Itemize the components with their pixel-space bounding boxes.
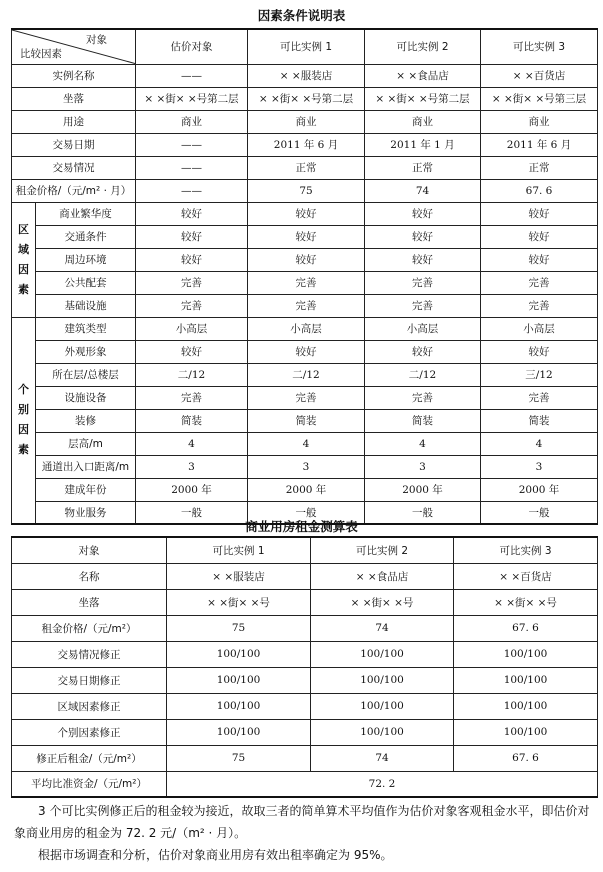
table-cell: 4	[248, 432, 365, 455]
row-label: 平均比准资金/（元/m²）	[12, 771, 167, 797]
table-cell: 完善	[365, 386, 481, 409]
table-cell: 较好	[481, 225, 598, 248]
column-header: 可比实例 2	[311, 537, 454, 563]
table-cell: 75	[167, 615, 311, 641]
row-label: 商业繁华度	[36, 202, 136, 225]
table-cell: 74	[311, 615, 454, 641]
table-cell: 小高层	[248, 317, 365, 340]
header-object-label: 对象	[12, 537, 167, 563]
table-cell: 正常	[248, 156, 365, 179]
regional-factors-group: 区 域 因 素	[12, 202, 36, 317]
table-cell: 100/100	[454, 719, 598, 745]
table-cell: 完善	[136, 294, 248, 317]
row-label: 租金价格/（元/m²）	[12, 615, 167, 641]
table-cell: ——	[136, 156, 248, 179]
row-label: 设施设备	[36, 386, 136, 409]
table-cell: 100/100	[311, 719, 454, 745]
column-header: 可比实例 3	[454, 537, 598, 563]
row-label: 所在层/总楼层	[36, 363, 136, 386]
table-cell: 75	[167, 745, 311, 771]
row-label: 实例名称	[12, 64, 136, 87]
table-cell: 较好	[365, 225, 481, 248]
table-cell: 较好	[248, 340, 365, 363]
table-cell: 3	[365, 455, 481, 478]
average-value: 72. 2	[167, 771, 598, 797]
table-cell: 小高层	[136, 317, 248, 340]
table-cell: 4	[365, 432, 481, 455]
table-row	[12, 432, 598, 455]
table-row	[12, 693, 598, 719]
table-cell: 商业	[248, 110, 365, 133]
table-cell: 完善	[248, 294, 365, 317]
table-cell: 商业	[136, 110, 248, 133]
table-cell: 2000 年	[365, 478, 481, 501]
table-row	[12, 641, 598, 667]
rent-calculation-table	[11, 536, 598, 798]
table-cell: 完善	[136, 386, 248, 409]
table-cell: 正常	[365, 156, 481, 179]
table-cell: 简装	[481, 409, 598, 432]
table-row	[12, 455, 598, 478]
table-cell: 2000 年	[136, 478, 248, 501]
table-row	[12, 363, 598, 386]
table-cell: 较好	[136, 340, 248, 363]
table-cell: 较好	[248, 225, 365, 248]
table-row	[12, 64, 598, 87]
table-cell: 较好	[365, 340, 481, 363]
table-row	[12, 615, 598, 641]
table-row	[12, 317, 598, 340]
table2-title: 商业用房租金测算表	[245, 519, 358, 534]
factor-conditions-table	[11, 28, 598, 525]
table-cell: 完善	[136, 271, 248, 294]
table-cell: 较好	[481, 340, 598, 363]
table-cell: 100/100	[311, 641, 454, 667]
table-cell: 完善	[481, 294, 598, 317]
table-cell: 100/100	[311, 693, 454, 719]
row-label: 个别因素修正	[12, 719, 167, 745]
table-cell: 简装	[136, 409, 248, 432]
row-label: 建成年份	[36, 478, 136, 501]
table-cell: × ×街× ×号第二层	[365, 87, 481, 110]
row-label: 交通条件	[36, 225, 136, 248]
table-cell: 较好	[365, 248, 481, 271]
table-cell: × ×街× ×号第二层	[248, 87, 365, 110]
table-cell: 完善	[248, 386, 365, 409]
average-row	[12, 771, 598, 797]
column-header: 估价对象	[136, 29, 248, 64]
table1-header-row	[12, 29, 598, 64]
table-cell: 74	[365, 179, 481, 202]
row-label: 层高/m	[36, 432, 136, 455]
table-cell: 商业	[481, 110, 598, 133]
table-cell: 小高层	[481, 317, 598, 340]
table-row	[12, 478, 598, 501]
table-cell: 一般	[136, 501, 248, 524]
row-label: 租金价格/（元/m² · 月）	[12, 179, 136, 202]
table-cell: 4	[136, 432, 248, 455]
header-factor-label: 比较因素	[20, 47, 62, 60]
table-row	[12, 719, 598, 745]
table-row	[12, 386, 598, 409]
table-cell: × ×街× ×号	[454, 589, 598, 615]
table-cell: 4	[481, 432, 598, 455]
table-cell: × ×街× ×号	[311, 589, 454, 615]
table-cell: 三/12	[481, 363, 598, 386]
table-cell: 完善	[248, 271, 365, 294]
table-row	[12, 589, 598, 615]
table-cell: 简装	[365, 409, 481, 432]
table-cell: × ×街× ×号第二层	[136, 87, 248, 110]
table-cell: 小高层	[365, 317, 481, 340]
row-label: 名称	[12, 563, 167, 589]
table-row	[12, 87, 598, 110]
table-cell: 二/12	[248, 363, 365, 386]
table-cell: 75	[248, 179, 365, 202]
table-cell: 100/100	[454, 693, 598, 719]
table-cell: 较好	[248, 248, 365, 271]
row-label: 交易情况	[12, 156, 136, 179]
table-cell: 100/100	[167, 693, 311, 719]
table-cell: 3	[136, 455, 248, 478]
table-cell: 一般	[365, 501, 481, 524]
table-cell: × ×服装店	[248, 64, 365, 87]
table-cell: 74	[311, 745, 454, 771]
diagonal-header-cell	[12, 29, 136, 64]
table-cell: 2000 年	[481, 478, 598, 501]
header-object-label: 对象	[86, 34, 107, 46]
table-cell: 100/100	[311, 667, 454, 693]
column-header: 可比实例 1	[248, 29, 365, 64]
table-cell: 2000 年	[248, 478, 365, 501]
table-cell: 较好	[136, 248, 248, 271]
table-cell: × ×服装店	[167, 563, 311, 589]
table-row	[12, 156, 598, 179]
table-cell: 100/100	[167, 667, 311, 693]
table-cell: 完善	[481, 271, 598, 294]
table-row	[12, 745, 598, 771]
table-cell: 简装	[248, 409, 365, 432]
table-cell: 较好	[136, 202, 248, 225]
row-label: 基础设施	[36, 294, 136, 317]
row-label: 通道出入口距离/m	[36, 455, 136, 478]
table-row	[12, 667, 598, 693]
table-row	[12, 563, 598, 589]
table-cell: 二/12	[136, 363, 248, 386]
table-row	[12, 294, 598, 317]
table-cell: 100/100	[454, 667, 598, 693]
row-label: 装修	[36, 409, 136, 432]
table-cell: 100/100	[167, 719, 311, 745]
table-cell: 完善	[481, 386, 598, 409]
table-cell: 较好	[365, 202, 481, 225]
table1-title: 因素条件说明表	[257, 8, 346, 23]
table-row	[12, 179, 598, 202]
table-cell: 较好	[248, 202, 365, 225]
table-cell: × ×百货店	[454, 563, 598, 589]
row-label: 建筑类型	[36, 317, 136, 340]
table-row	[12, 225, 598, 248]
conclusion-paragraph: 3 个可比实例修正后的租金较为接近，故取三者的简单算术平均值作为估价对象客观租金水平，即估价对象商业用房的租金为 72. 2 元/（m² · 月）。	[14, 804, 590, 840]
occupancy-paragraph: 根据市场调查和分析，估价对象商业用房有效出租率确定为 95%。	[38, 848, 393, 862]
row-label: 物业服务	[36, 501, 136, 524]
row-label: 坐落	[12, 589, 167, 615]
column-header: 可比实例 3	[481, 29, 598, 64]
table-cell: 3	[481, 455, 598, 478]
table-cell: 较好	[136, 225, 248, 248]
table-cell: 商业	[365, 110, 481, 133]
table-cell: × ×街× ×号第三层	[481, 87, 598, 110]
table-row	[12, 409, 598, 432]
table-row	[12, 133, 598, 156]
table-cell: × ×街× ×号	[167, 589, 311, 615]
table-cell: 100/100	[167, 641, 311, 667]
table-cell: 2011 年 6 月	[248, 133, 365, 156]
table-cell: 较好	[481, 202, 598, 225]
table-cell: 2011 年 1 月	[365, 133, 481, 156]
table-cell: × ×食品店	[365, 64, 481, 87]
table2-header-row	[12, 537, 598, 563]
table-cell: 67. 6	[481, 179, 598, 202]
row-label: 外观形象	[36, 340, 136, 363]
column-header: 可比实例 2	[365, 29, 481, 64]
row-label: 用途	[12, 110, 136, 133]
individual-factors-group: 个 别 因 素	[12, 317, 36, 524]
table-cell: 67. 6	[454, 615, 598, 641]
row-label: 修正后租金/（元/m²）	[12, 745, 167, 771]
table-cell: × ×百货店	[481, 64, 598, 87]
row-label: 公共配套	[36, 271, 136, 294]
table-cell: 完善	[365, 294, 481, 317]
table-row	[12, 202, 598, 225]
table-cell: 100/100	[454, 641, 598, 667]
row-label: 区域因素修正	[12, 693, 167, 719]
table-cell: ——	[136, 179, 248, 202]
table-cell: ——	[136, 133, 248, 156]
table-cell: 67. 6	[454, 745, 598, 771]
row-label: 周边环境	[36, 248, 136, 271]
table-cell: ——	[136, 64, 248, 87]
row-label: 交易日期	[12, 133, 136, 156]
table-cell: 一般	[248, 501, 365, 524]
table-cell: 一般	[481, 501, 598, 524]
table-cell: 二/12	[365, 363, 481, 386]
column-header: 可比实例 1	[167, 537, 311, 563]
table-cell: 完善	[365, 271, 481, 294]
table-row	[12, 110, 598, 133]
table-row	[12, 248, 598, 271]
row-label: 交易日期修正	[12, 667, 167, 693]
table-cell: 3	[248, 455, 365, 478]
row-label: 坐落	[12, 87, 136, 110]
table-cell: 较好	[481, 248, 598, 271]
row-label: 交易情况修正	[12, 641, 167, 667]
table-cell: 正常	[481, 156, 598, 179]
table-cell: × ×食品店	[311, 563, 454, 589]
table-row	[12, 340, 598, 363]
table-row	[12, 271, 598, 294]
table-cell: 2011 年 6 月	[481, 133, 598, 156]
